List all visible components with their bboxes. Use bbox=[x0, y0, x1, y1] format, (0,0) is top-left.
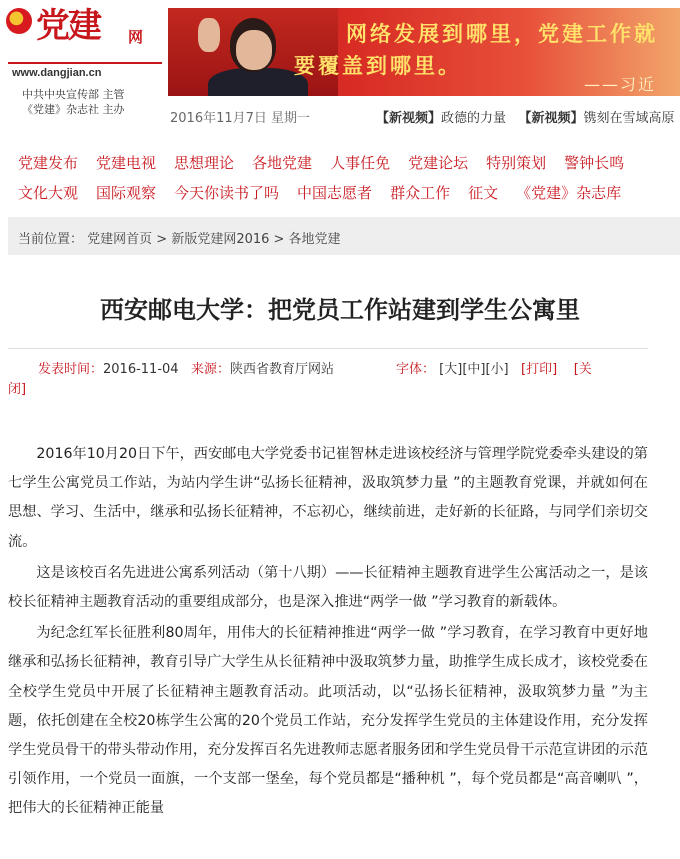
close-button-b[interactable]: 闭] bbox=[8, 382, 27, 397]
site-logo[interactable] bbox=[0, 0, 165, 120]
article-title: 西安邮电大学：把党员工作站建到学生公寓里 bbox=[100, 296, 580, 324]
nav-link[interactable]: 今天你读书了吗 bbox=[174, 184, 280, 202]
logo-text: 党建 bbox=[36, 6, 100, 46]
site-url: www.dangjian.cn bbox=[12, 67, 102, 79]
font-size-label: 字体： bbox=[396, 362, 436, 377]
ticker-link-1[interactable]: 政德的力量 bbox=[441, 111, 507, 126]
nav-link[interactable]: 各地党建 bbox=[252, 154, 313, 172]
print-button[interactable]: [打印] bbox=[521, 362, 558, 377]
article-paragraph: 这是该校百名先进进公寓系列活动（第十八期）——长征精神主题教育进学生公寓活动之一，是该校长征精神主题教育活动的重要组成部分，也是深入推进“两学一做 ”学习教育的新载体。 bbox=[8, 564, 648, 611]
font-medium-button[interactable]: [中] bbox=[462, 362, 486, 377]
ticker-link-2[interactable]: 镌刻在雪域高原 bbox=[583, 111, 675, 126]
banner-attribution: ——习近 bbox=[584, 75, 657, 94]
publish-label: 发表时间： bbox=[38, 362, 104, 377]
main-nav-row-1 bbox=[18, 152, 642, 173]
article-paragraph: 为纪念红军长征胜利80周年，用伟大的长征精神推进“两学一做 ”学习教育，在学习教育中更好地继承和弘扬长征精神，教育引导广大学生从长征精神中汲取筑梦力量，助推学生成长成才，该校党委在全校学生党员中开展了长征精神主题教育活动。此项活动，以“弘扬长征精神，汲取筑梦力量 ”为主题，依托创建在全校20栋学生公寓的20个党员工作站，充分发挥学生党员的主体建设作用，充分发挥学生党员骨干的带头带动作用，充分发挥百名先进教师志愿者服务团和学生党员骨干示范宣讲团的示范引领作用，一个党员一面旗，一个支部一堡垒，每个党员都是“播种机 ”，每个党员都是“高音喇叭 ”，把伟大的长征精神正能量 bbox=[8, 625, 648, 817]
nav-link[interactable]: 文化大观 bbox=[18, 184, 79, 202]
nav-link[interactable]: 中国志愿者 bbox=[297, 184, 373, 202]
sponsor-line-1: 中共中央宣传部 主管 bbox=[22, 88, 125, 101]
ticker-tag-1: 【新视频】 bbox=[376, 111, 442, 126]
ticker-tag-2: 【新视频】 bbox=[518, 111, 584, 126]
nav-link[interactable]: 党建论坛 bbox=[408, 154, 469, 172]
article-paragraph: 2016年10月20日下午，西安邮电大学党委书记崔智林走进该校经济与管理学院党委牵头建设的第七学生公寓党员工作站，为站内学生讲“弘扬长征精神，汲取筑梦力量 ”的主题教育党课，并就如何在思想、学习、生活中，继承和弘扬长征精神，不忘初心，继续前进，走好新的长征路，与同学们亲切交流。 bbox=[8, 446, 648, 550]
current-date: 2016年11月7日 星期一 bbox=[170, 111, 311, 126]
logo-wang: 网 bbox=[128, 28, 144, 46]
nav-link[interactable]: 国际观察 bbox=[96, 184, 157, 202]
breadcrumb[interactable] bbox=[18, 228, 341, 247]
article-meta bbox=[8, 360, 648, 400]
breadcrumb-bar bbox=[8, 217, 680, 255]
title-divider bbox=[8, 348, 648, 349]
header-banner[interactable] bbox=[168, 8, 680, 96]
breadcrumb-path[interactable]: 党建网首页 > 新版党建网2016 > 各地党建 bbox=[87, 232, 341, 247]
nav-link[interactable]: 群众工作 bbox=[390, 184, 451, 202]
main-nav-row-2 bbox=[18, 182, 639, 203]
publish-date: 2016-11-04 bbox=[103, 362, 179, 377]
nav-link[interactable]: 征文 bbox=[468, 184, 499, 202]
source-label: 来源： bbox=[190, 362, 230, 377]
banner-slogan-2: 要覆盖到哪里。 bbox=[294, 53, 462, 78]
font-large-button[interactable]: [大] bbox=[439, 362, 463, 377]
banner-slogan-1: 网络发展到哪里，党建工作就 bbox=[346, 21, 658, 46]
breadcrumb-prefix: 当前位置： bbox=[18, 232, 84, 247]
banner-figure-hand bbox=[198, 18, 220, 52]
close-button-a[interactable]: [关 bbox=[573, 362, 592, 377]
source-name: 陕西省教育厅网站 bbox=[230, 362, 335, 377]
party-emblem-icon bbox=[6, 8, 32, 34]
nav-link[interactable]: 思想理论 bbox=[174, 154, 235, 172]
logo-divider bbox=[8, 62, 162, 64]
sponsor-line-2: 《党建》杂志社 主办 bbox=[22, 103, 125, 116]
article-body bbox=[8, 440, 648, 826]
banner-figure-face bbox=[236, 30, 272, 70]
nav-link[interactable]: 《党建》杂志库 bbox=[516, 184, 622, 202]
font-small-button[interactable]: [小] bbox=[485, 362, 509, 377]
banner-figure-body bbox=[208, 68, 308, 96]
nav-link[interactable]: 特别策划 bbox=[486, 154, 547, 172]
news-ticker[interactable] bbox=[376, 107, 674, 126]
nav-link[interactable]: 警钟长鸣 bbox=[564, 154, 625, 172]
nav-link[interactable]: 党建电视 bbox=[96, 154, 157, 172]
nav-link[interactable]: 党建发布 bbox=[18, 154, 79, 172]
nav-link[interactable]: 人事任免 bbox=[330, 154, 391, 172]
